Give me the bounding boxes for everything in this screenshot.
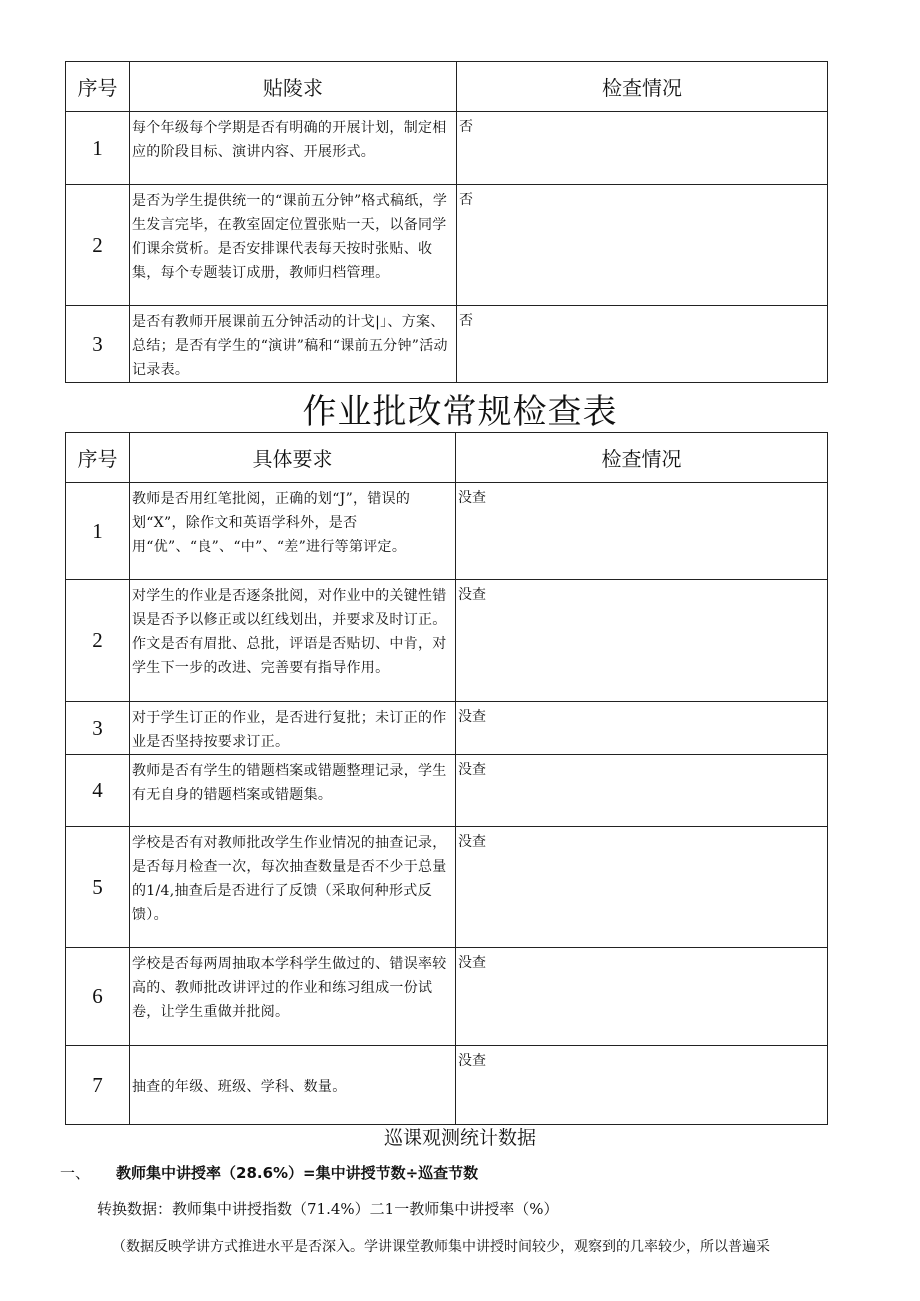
table-row: [66, 306, 828, 383]
row-number: 3: [66, 702, 130, 755]
table-row: [66, 580, 828, 702]
conversion-line: 转换数据：教师集中讲授指数（71.4%）二1一教师集中讲授率（%）: [97, 1200, 559, 1218]
check-result: 没查: [456, 827, 828, 948]
check-result: 没查: [456, 755, 828, 827]
homework-check-table: [65, 432, 828, 1125]
requirement-text: 是否为学生提供统一的“课前五分钟”格式稿纸，学生发言完毕，在教室固定位置张贴一天，以备同学们课余赏析。是否安排课代表每天按时张贴、收集，每个专题装订成册，教师归档管理。: [130, 185, 457, 306]
requirement-text: 每个年级每个学期是否有明确的开展计划，制定相应的阶段目标、演讲内容、开展形式。: [130, 112, 457, 185]
header-seq: 序号: [66, 433, 130, 483]
row-number: 7: [66, 1046, 130, 1125]
row-number: 6: [66, 948, 130, 1046]
check-result: 否: [457, 306, 828, 383]
table-row: [66, 483, 828, 580]
header-check: 检查情况: [457, 62, 828, 112]
check-result: 否: [457, 185, 828, 306]
requirement-text: 是否有教师开展课前五分钟活动的计戈|」、方案、总结；是否有学生的“演讲”稿和“课前五分钟”活动记录表。: [130, 306, 457, 383]
header-seq: 序号: [66, 62, 130, 112]
table-row: [66, 1046, 828, 1125]
header-requirement: 具体要求: [130, 433, 456, 483]
list-marker: 一、: [60, 1164, 91, 1182]
stat-formula: 教师集中讲授率（28.6%）=集中讲授节数÷巡查节数: [116, 1164, 479, 1182]
requirement-text: 对学生的作业是否逐条批阅，对作业中的关键性错误是否予以修正或以红线划出，并要求及时订正。作文是否有眉批、总批，评语是否贴切、中肯，对学生下一步的改进、完善要有指导作用。: [130, 580, 456, 702]
table-row: [66, 185, 828, 306]
requirement-text: 学校是否每两周抽取本学科学生做过的、错误率较高的、教师批改讲评过的作业和练习组成一份试卷，让学生重做并批阅。: [130, 948, 456, 1046]
homework-table-title: 作业批改常规检查表: [302, 392, 618, 432]
requirement-text: 教师是否有学生的错题档案或错题整理记录，学生有无自身的错题档案或错题集。: [130, 755, 456, 827]
row-number: 5: [66, 827, 130, 948]
requirement-text: 教师是否用红笔批阅，正确的划“J”，错误的划“X”，除作文和英语学科外，是否用“优”、“良”、“中”、“差”进行等第评定。: [130, 483, 456, 580]
row-number: 2: [66, 185, 130, 306]
row-number: 3: [66, 306, 130, 383]
row-number: 4: [66, 755, 130, 827]
requirement-text: 学校是否有对教师批改学生作业情况的抽查记录，是否每月检查一次，每次抽查数量是否不少于总量的1/4,抽查后是否进行了反馈（采取何种形式反馈）。: [130, 827, 456, 948]
speech-check-table: [65, 61, 828, 383]
section-title: 巡课观测统计数据: [383, 1127, 536, 1149]
stat-item-1: [60, 1162, 478, 1183]
header-check: 检查情况: [456, 433, 828, 483]
table-row: [66, 827, 828, 948]
table-row: [66, 112, 828, 185]
check-result: 没查: [456, 948, 828, 1046]
check-result: 否: [457, 112, 828, 185]
table-row: [66, 948, 828, 1046]
check-result: 没查: [456, 702, 828, 755]
requirement-text: 抽查的年级、班级、学科、数量。: [130, 1046, 456, 1125]
requirement-text: 对于学生订正的作业，是否进行复批；未订正的作业是否坚持按要求订正。: [130, 702, 456, 755]
row-number: 1: [66, 112, 130, 185]
table-row: [66, 755, 828, 827]
row-number: 1: [66, 483, 130, 580]
check-result: 没查: [456, 483, 828, 580]
table-row: [66, 702, 828, 755]
check-result: 没查: [456, 1046, 828, 1125]
row-number: 2: [66, 580, 130, 702]
check-result: 没查: [456, 580, 828, 702]
header-requirement: 贴陵求: [130, 62, 457, 112]
note-line: （数据反映学讲方式推进水平是否深入。学讲课堂教师集中讲授时间较少，观察到的几率较少，所以普遍采: [112, 1239, 770, 1255]
